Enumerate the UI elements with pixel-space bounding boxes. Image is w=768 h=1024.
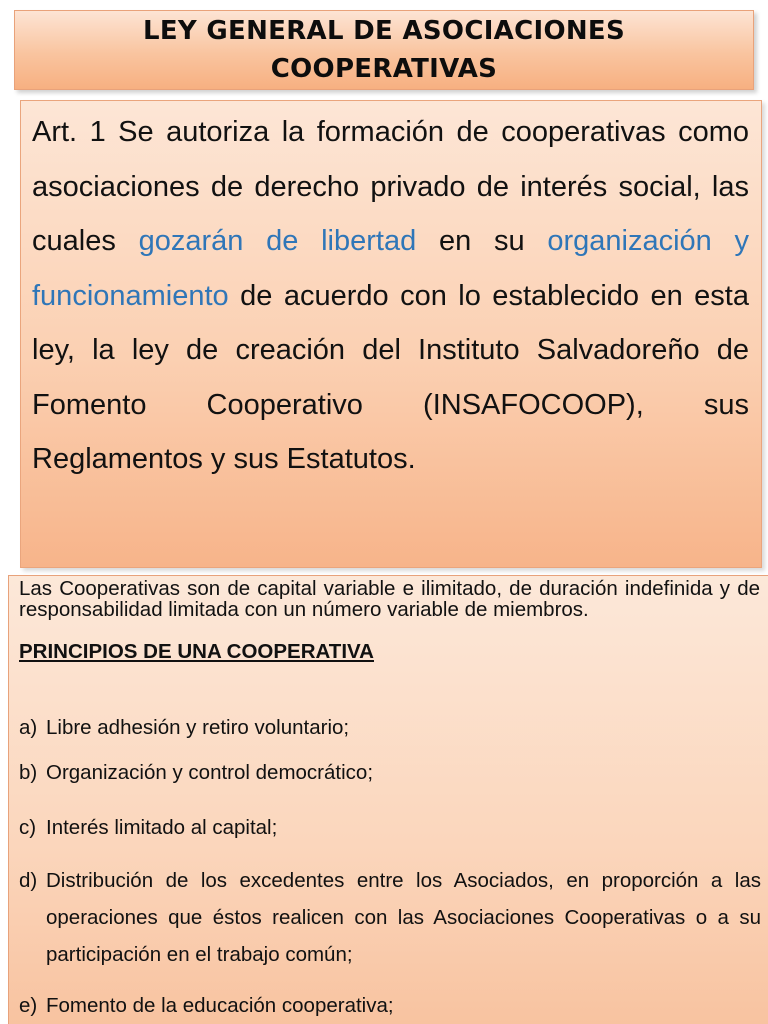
- principles-box: [8, 575, 768, 1024]
- principle-item-b: [19, 761, 761, 785]
- principle-item-e: [19, 994, 761, 1018]
- article-highlight-organizacion: organización y funcionamiento: [32, 225, 750, 312]
- principle-text: Interés limitado al capital;: [46, 816, 278, 839]
- principle-item-c: [19, 816, 761, 840]
- principle-text: Organización y control democrático;: [46, 761, 374, 784]
- principle-letter: b): [19, 761, 38, 784]
- article-text-part-2: en su: [416, 225, 548, 257]
- principle-text: Distribución de los excedentes entre los Asociados, en proporción a las operaciones que éstos realicen con las Asociaciones Cooperativas o a su participación en el trabajo común;: [46, 869, 761, 966]
- intro-paragraph: Las Cooperativas son de capital variable e ilimitado, de duración indefinida y de responsabilidad limitada con un número variable de miembros.: [19, 577, 760, 621]
- article-text-part-3: de acuerdo con lo establecido en esta ley, la ley de creación del Instituto Salvadoreño de Fomento Cooperativo (INSAFOCOOP), sus Reglamentos y sus Estatutos.: [32, 279, 749, 475]
- title-banner: [14, 10, 754, 90]
- principle-letter: e): [19, 994, 38, 1017]
- article-highlight-libertad: gozarán de libertad: [138, 225, 417, 257]
- principle-item-d: [19, 862, 761, 973]
- principle-letter: d): [19, 869, 38, 892]
- principle-letter: a): [19, 716, 38, 739]
- article-box: [20, 100, 762, 568]
- principle-item-a: [19, 716, 761, 740]
- principle-text: Fomento de la educación cooperativa;: [46, 994, 394, 1017]
- principle-letter: c): [19, 816, 37, 839]
- article-text: [32, 105, 749, 487]
- article-text-part-1: Art. 1 Se autoriza la formación de cooperativas como asociaciones de derecho privado de interés social, las cuales: [32, 116, 749, 257]
- page-title: LEY GENERAL DE ASOCIACIONES COOPERATIVAS: [142, 16, 626, 84]
- principle-text: Libre adhesión y retiro voluntario;: [46, 716, 350, 739]
- principles-heading: PRINCIPIOS DE UNA COOPERATIVA: [19, 640, 374, 663]
